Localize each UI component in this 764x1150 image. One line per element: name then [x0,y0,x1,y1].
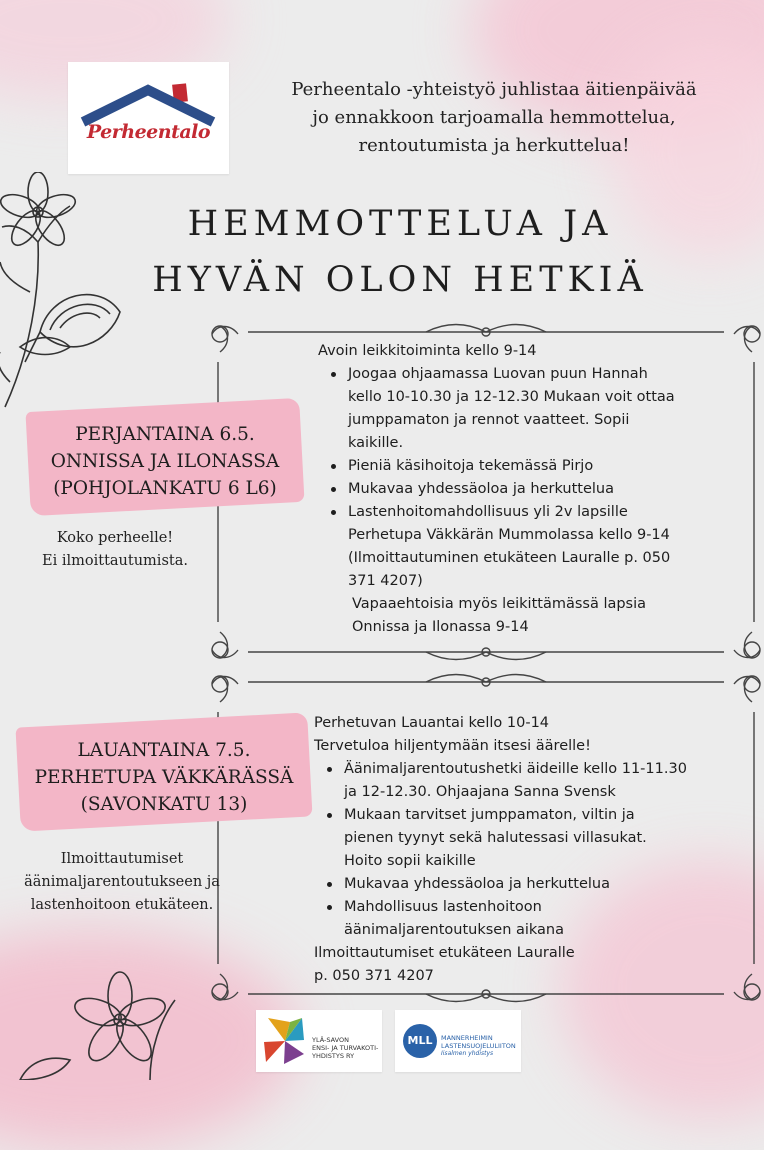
outro-line: Vapaaehtoisia myös leikittämässä lapsia [352,596,647,612]
event-details-friday [318,340,738,639]
partner-line: YHDISTYS RY [312,1052,355,1060]
list-item [348,501,738,593]
event-outro: Ilmoittautumiset etukäteen Lauralle [314,945,575,961]
intro-line: jo ennakkoon tarjoamalla hemmottelua, [312,107,676,128]
partner-text [441,1034,516,1058]
list-item-line: Lastenhoitomahdollisuus yli 2v lapsille [348,504,628,520]
page-title [100,196,700,308]
list-item-line: (Ilmoittautuminen etukäteen Lauralle p. 050 [348,550,671,566]
event-bullet-list [318,363,738,593]
date-label-line: LAUANTAINA 7.5. [77,740,251,761]
partner-line: ENSI- JA TURVAKOTI- [312,1044,379,1052]
date-label-line: (POHJOLANKATU 6 L6) [53,478,277,499]
intro-line: rentoutumista ja herkuttelua! [358,135,630,156]
list-item-line: pienen tyynyt sekä halutessasi villasukat. [344,830,647,846]
list-item-line: Mukavaa yhdessäoloa ja herkuttelua [348,481,614,497]
event-note-saturday [6,848,238,917]
event-date-label-friday [28,421,302,502]
house-roof-icon [68,62,229,174]
note-line: Koko perheelle! [56,530,174,546]
event-note-friday [20,527,210,573]
partner-line: YLÄ-SAVON [312,1036,349,1044]
intro-text [232,76,756,160]
list-item [344,804,744,873]
event-date-label-saturday [18,737,310,818]
event-intro: Avoin leikkitoiminta kello 9-14 [318,343,537,359]
list-item [348,478,738,501]
partner-line: MANNERHEIMIN [441,1034,493,1042]
mll-badge-icon: MLL [403,1024,437,1058]
list-item-line: kello 10-10.30 ja 12-12.30 Mukaan voit ottaa [348,389,675,405]
list-item-line: Hoito sopii kaikille [344,853,476,869]
list-item [348,363,738,455]
date-label-line: PERJANTAINA 6.5. [75,424,255,445]
event-details-saturday [314,712,744,988]
list-item-line: Pieniä käsihoitoja tekemässä Pirjo [348,458,594,474]
list-item-line: Perhetupa Väkkärän Mummolassa kello 9-14 [348,527,670,543]
pinwheel-icon [260,1010,310,1072]
list-item [348,455,738,478]
logo-text: Perheentalo [86,121,211,143]
partner-line: Iisalmen yhdistys [441,1050,494,1057]
event-intro: Perhetuvan Lauantai kello 10-14 [314,715,550,731]
partner-logo-mll [395,1010,521,1072]
title-line: HYVÄN OLON HETKIÄ [152,260,648,300]
note-line: Ilmoittautumiset [60,851,184,867]
event-outro: p. 050 371 4207 [314,968,434,984]
list-item-line: äänimaljarentoutuksen aikana [344,922,565,938]
event-intro: Tervetuloa hiljentymään itsesi äärelle! [314,738,591,754]
list-item-line: jumppamaton ja rennot vaatteet. Sopii [348,412,630,428]
flower-illustration-bottom [0,960,200,1080]
note-line: äänimaljarentoutukseen ja [24,874,220,890]
intro-line: Perheentalo -yhteistyö juhlistaa äitienpäivää [291,79,697,100]
list-item-line: kaikille. [348,435,404,451]
title-line: HEMMOTTELUA JA [187,204,613,244]
list-item-line: 371 4207) [348,573,423,589]
partner-text [312,1036,378,1060]
partner-line: LASTENSUOJELULIITON [441,1042,516,1050]
list-item-line: ja 12-12.30. Ohjaajana Sanna Svensk [344,784,616,800]
list-item-line: Äänimaljarentoutushetki äideille kello 11-11.30 [344,761,687,777]
list-item-line: Mahdollisuus lastenhoitoon [344,899,542,915]
perheentalo-logo [68,62,229,174]
note-line: Ei ilmoittautumista. [42,553,188,569]
list-item [344,758,744,804]
list-item [344,873,744,896]
date-label-line: PERHETUPA VÄKKÄRÄSSÄ [34,767,294,788]
date-label-line: (SAVONKATU 13) [80,794,248,815]
date-label-line: ONNISSA JA ILONASSA [50,451,280,472]
event-outro [318,593,738,639]
outro-line: Onnissa ja Ilonassa 9-14 [352,619,529,635]
list-item-line: Joogaa ohjaamassa Luovan puun Hannah [348,366,648,382]
list-item-line: Mukaan tarvitset jumppamaton, viltin ja [344,807,635,823]
list-item [344,896,744,942]
partner-logo-yla-savo [256,1010,382,1072]
note-line: lastenhoitoon etukäteen. [30,897,214,913]
list-item-line: Mukavaa yhdessäoloa ja herkuttelua [344,876,610,892]
event-bullet-list [314,758,744,942]
